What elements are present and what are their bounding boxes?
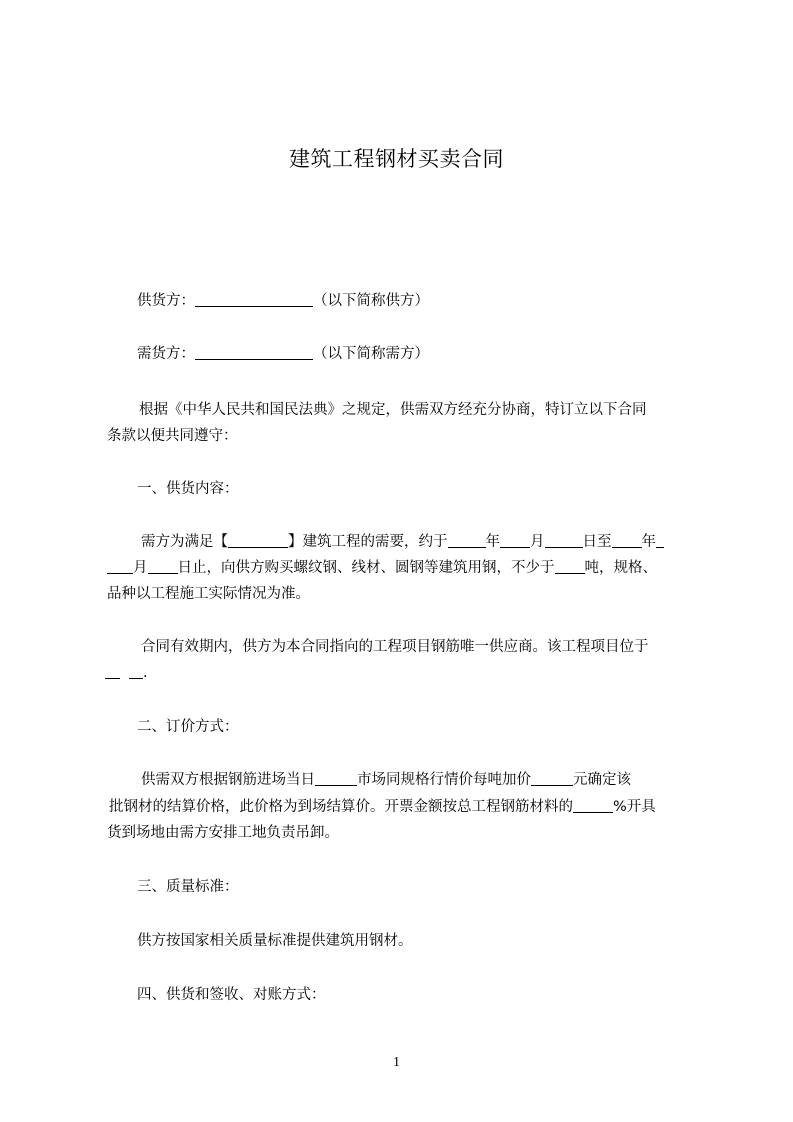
- page-number: 1: [393, 1055, 400, 1070]
- supplier-name-blank[interactable]: [195, 291, 313, 307]
- project-name-blank[interactable]: [228, 532, 288, 548]
- supplier-line: [137, 291, 429, 311]
- end-day-blank[interactable]: [148, 558, 178, 574]
- quantity-tons-blank[interactable]: [555, 558, 585, 574]
- text-segment: 日至: [582, 534, 612, 550]
- supplier-note: （以下简称供方）: [313, 293, 429, 309]
- start-day-blank[interactable]: [545, 532, 583, 548]
- text-segment: .: [143, 665, 148, 681]
- buyer-line: [137, 344, 429, 364]
- end-month-blank-start[interactable]: [656, 532, 664, 548]
- text-segment: 吨，规格、: [584, 560, 657, 576]
- text-segment: 年: [485, 534, 500, 550]
- location-blank-1[interactable]: [105, 663, 120, 679]
- text-segment: 月: [133, 560, 148, 576]
- location-blank-2[interactable]: [129, 663, 143, 679]
- text-segment: 】建筑工程的需要，约于: [288, 534, 448, 550]
- section-1-para-line-3: 品种以工程施工实际情况为准。: [107, 586, 310, 602]
- section-4-heading: 四、供货和签收、对账方式：: [137, 987, 326, 1003]
- section-1-para-line-1: [141, 532, 664, 552]
- buyer-name-blank[interactable]: [195, 344, 313, 360]
- text-segment: 元确定该: [573, 772, 631, 788]
- section-3-heading: 三、质量标准：: [137, 879, 239, 895]
- buyer-label: 需货方：: [137, 346, 195, 362]
- text-segment: 供需双方根据钢筋进场当日: [141, 772, 315, 788]
- section-1-para-line-2: [107, 558, 657, 578]
- section-2-heading: 二、订价方式：: [137, 719, 239, 735]
- text-segment: %开具: [613, 799, 656, 815]
- text-segment: 年: [641, 534, 656, 550]
- text-segment: 市场同规格行情价每吨加价: [357, 772, 531, 788]
- text-segment: 日止，向供方购买螺纹钢、线材、圆钢等建筑用钢，不少于: [177, 560, 555, 576]
- text-segment: 需方为满足【: [141, 534, 228, 550]
- text-segment: 批钢材的结算价格，此价格为到场结算价。开票金额按总工程钢筋材料的: [109, 799, 573, 815]
- intro-line-1: 根据《中华人民共和国民法典》之规定，供需双方经充分协商，特订立以下合同: [139, 402, 647, 418]
- text-segment: 月: [530, 534, 545, 550]
- section-1-heading: 一、供货内容：: [137, 481, 239, 497]
- start-year-blank[interactable]: [448, 532, 486, 548]
- section-1-para-2-line-1: 合同有效期内，供方为本合同指向的工程项目钢筋唯一供应商。该工程项目位于: [141, 639, 649, 655]
- intro-line-2: 条款以便共同遵守：: [107, 428, 238, 444]
- section-2-line-3: 货到场地由需方安排工地负责吊卸。: [107, 825, 339, 841]
- section-3-text: 供方按国家相关质量标准提供建筑用钢材。: [137, 933, 413, 949]
- markup-amount-blank[interactable]: [531, 770, 573, 786]
- document-title: 建筑工程钢材买卖合同: [289, 147, 504, 171]
- invoice-percent-blank[interactable]: [573, 797, 613, 813]
- section-2-line-2: [109, 797, 656, 817]
- buyer-note: （以下简称需方）: [313, 346, 429, 362]
- market-name-blank[interactable]: [315, 770, 357, 786]
- start-month-blank[interactable]: [500, 532, 530, 548]
- end-year-blank[interactable]: [612, 532, 642, 548]
- section-1-para-2-line-2: [105, 663, 148, 683]
- supplier-label: 供货方：: [137, 293, 195, 309]
- end-month-blank[interactable]: [107, 558, 133, 574]
- section-2-line-1: [141, 770, 631, 790]
